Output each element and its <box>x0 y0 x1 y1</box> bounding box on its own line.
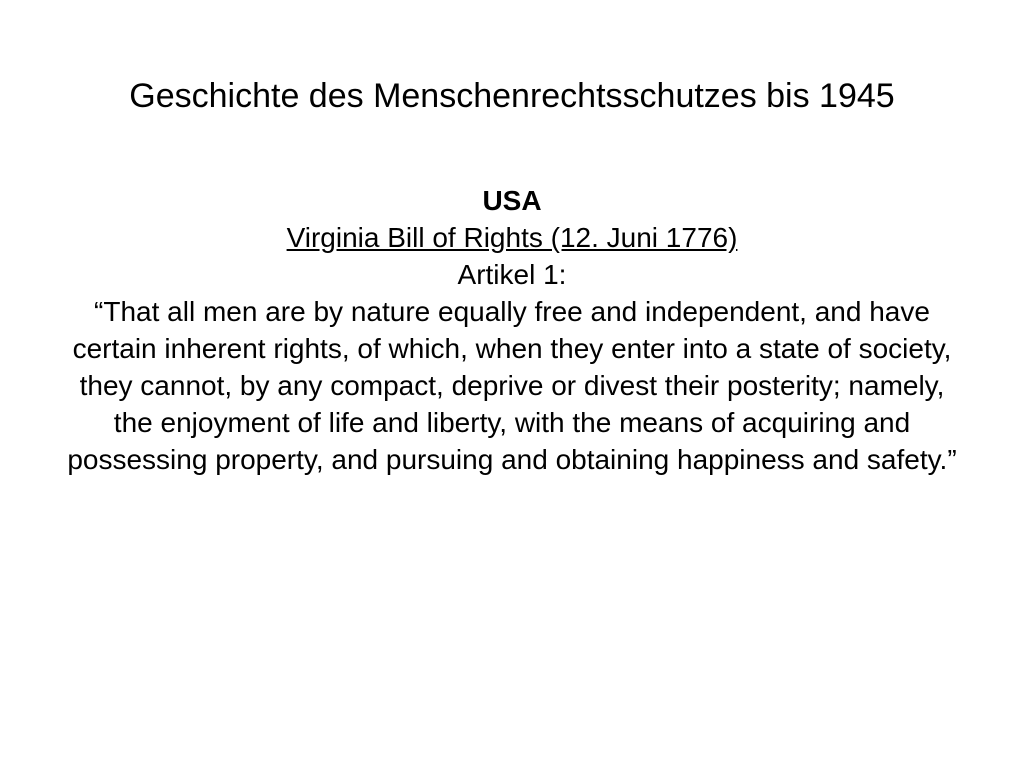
section-heading: USA <box>482 185 542 216</box>
slide-content <box>60 182 964 478</box>
quote-text: “That all men are by nature equally free and independent, and have certain inherent rights, of which, when they enter into a state of society, they cannot, by any compact, deprive or divest their posterity; namely, the enjoyment of life and liberty, with the means of acquiring and possessing property, and pursuing and obtaining happiness and safety.” <box>67 296 957 475</box>
article-label: Artikel 1: <box>457 259 567 290</box>
slide-title: Geschichte des Menschenrechtsschutzes bis 1945 <box>129 77 895 115</box>
document-title-link: Virginia Bill of Rights (12. Juni 1776) <box>286 222 738 253</box>
